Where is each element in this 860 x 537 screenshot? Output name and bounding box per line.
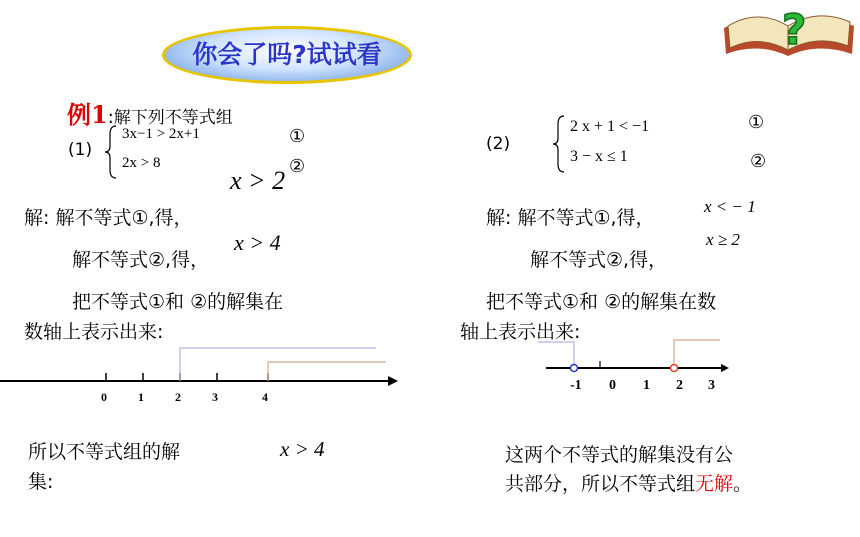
p2-ineq1: 2 x + 1 < −1 (570, 118, 650, 135)
p2-tick-label-1: 1 (643, 378, 650, 393)
p2-range-x-lt-neg1 (538, 342, 574, 364)
example-colon: : (107, 107, 114, 128)
p2-tick-label-3: 3 (708, 378, 715, 393)
p2-conclusion-1: 这两个不等式的解集没有公 (505, 444, 734, 466)
p1-tick-label-3: 3 (212, 390, 218, 404)
p2-tick-label-0: 0 (609, 378, 616, 393)
p2-sol1-value: x < − 1 (704, 197, 756, 216)
p2-mark1: ① (748, 112, 765, 133)
p1-place-text-1: 把不等式①和 ②的解集在 (72, 291, 284, 313)
p1-label: (1) (68, 140, 93, 160)
p2-range-x-ge-2 (674, 340, 720, 364)
p2-conclusion-2c: 。 (733, 473, 753, 495)
p1-tick-label-2: 2 (175, 390, 181, 404)
p2-dot-2 (671, 365, 678, 372)
p1-ineq2: 2x > 8 (122, 155, 161, 171)
p2-number-line (530, 334, 730, 384)
p1-conclusion-2: 集: (28, 471, 54, 493)
p1-sol2-lead: 解不等式②,得， (72, 249, 210, 271)
p1-sol1-value: x > 2 (230, 166, 286, 195)
example-text: 解下列不等式组 (113, 108, 233, 128)
p1-ineq1: 3x−1 > 2x+1 (122, 126, 200, 142)
p2-conclusion-2a: 共部分，所以不等式组 (505, 473, 696, 495)
p2-hollow-dot-neg1 (571, 365, 578, 372)
p1-mark1: ① (289, 126, 306, 147)
p1-place-text-2: 数轴上表示出来: (24, 321, 164, 343)
example-label: 例1 (67, 100, 108, 129)
p1-number-line (0, 340, 410, 410)
p1-brace (104, 124, 118, 180)
svg-text:?: ? (782, 5, 807, 54)
p1-range-x-gt-4 (268, 362, 386, 381)
p2-tick-label-2: 2 (676, 378, 683, 393)
p2-sol1-lead: 解: 解不等式①,得， (486, 207, 655, 229)
p1-mark2: ② (289, 156, 306, 177)
p2-place-text-2: 轴上表示出来: (460, 321, 581, 343)
p1-sol1-lead: 解: 解不等式①,得， (24, 207, 193, 229)
p2-conclusion-2 (505, 469, 752, 496)
p1-conclusion-1: 所以不等式组的解 (28, 441, 181, 463)
p2-tick-label-neg1: -1 (570, 378, 582, 393)
p2-label: (2) (486, 134, 511, 154)
p1-sol2-value: x > 4 (234, 230, 281, 255)
p2-axis-arrow (721, 364, 729, 372)
example-heading (67, 95, 233, 130)
p2-sol2-value: x ≥ 2 (706, 230, 740, 249)
p2-place-text-1: 把不等式①和 ②的解集在数 (486, 291, 717, 313)
book-question-icon (718, 0, 860, 58)
p1-tick-label-0: 0 (101, 390, 107, 404)
p2-brace (552, 114, 566, 174)
p1-range-x-gt-2 (180, 348, 376, 381)
no-solution-text: 无解 (695, 473, 734, 495)
p2-ineq2: 3 − x ≤ 1 (570, 148, 628, 165)
p1-tick-label-4: 4 (262, 390, 268, 404)
p1-tick-label-1: 1 (138, 390, 144, 404)
page-title: 你会了吗?试试看 (192, 40, 382, 69)
p1-axis-arrow (388, 376, 398, 386)
p2-sol2-lead: 解不等式②,得， (530, 249, 668, 271)
p2-mark2: ② (750, 151, 767, 172)
p1-conclusion-value: x > 4 (280, 437, 325, 461)
